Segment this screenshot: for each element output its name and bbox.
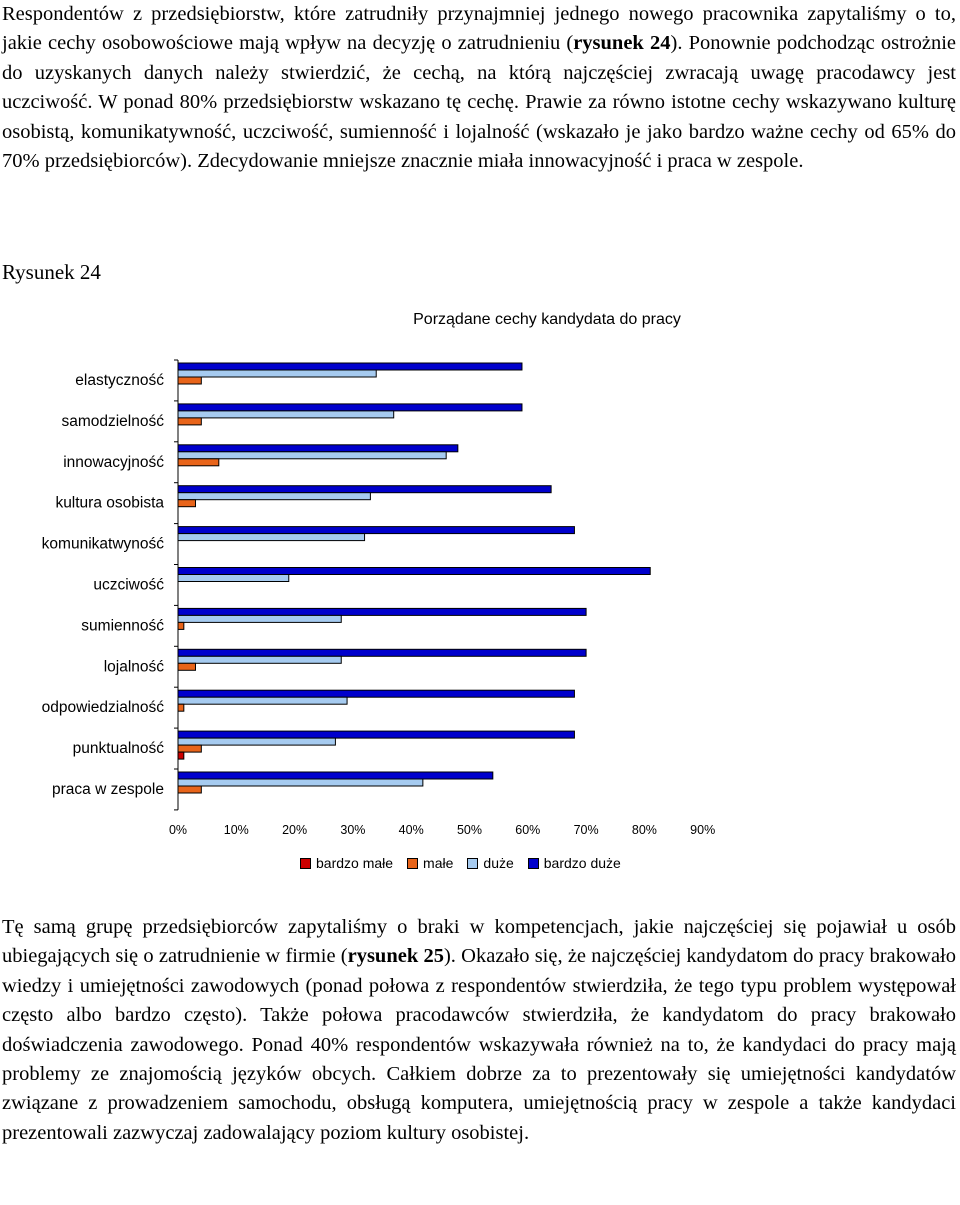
chart-legend <box>300 855 635 871</box>
bar-małe <box>178 622 184 629</box>
category-label: kultura osobista <box>55 494 164 512</box>
figure-label: Rysunek 24 <box>2 260 101 284</box>
category-label: praca w zespole <box>51 781 164 798</box>
bar-duże <box>178 615 341 622</box>
bar-duże <box>178 575 289 582</box>
conclusion-paragraph <box>2 913 956 1148</box>
bar-duże <box>178 738 335 745</box>
legend-label: bardzo małe <box>316 855 394 871</box>
x-tick-label: 60% <box>515 823 541 837</box>
bar-bardzo-duże <box>178 486 551 493</box>
category-label: punktualność <box>72 740 164 758</box>
bar-duże <box>178 370 376 377</box>
category-label: komunikatwyność <box>41 535 164 553</box>
category-label: innowacyjność <box>63 453 164 471</box>
x-tick-label: 20% <box>282 823 308 837</box>
category-label: uczciwość <box>93 576 164 594</box>
bar-duże <box>178 411 394 418</box>
legend-swatch <box>528 858 539 869</box>
bar-bardzo-duże <box>178 527 574 534</box>
conclusion-text-1: Tę samą grupę przedsiębiorców zapytaliśmy o braki w kompetencjach, jakie najczęściej się pojawiał u osób ubiegających się o zatrudnienie w firmie ( <box>2 916 956 968</box>
legend-swatch <box>300 858 311 869</box>
x-tick-label: 10% <box>223 823 249 837</box>
bar-duże <box>178 493 370 500</box>
x-tick-label: 0% <box>168 823 188 837</box>
bar-małe <box>178 500 195 507</box>
legend-swatch <box>467 858 478 869</box>
x-tick-label: 70% <box>573 823 599 837</box>
legend-item <box>467 855 513 871</box>
category-label: elastyczność <box>75 372 164 389</box>
intro-text-2: ). Ponownie podchodząc ostrożnie do uzyskanych danych należy stwierdzić, że cechą, na którą najczęściej zwracają uwagę pracodawcy jest uczciwość. W ponad 80% przedsiębiorstw wskazano tę cechę. Prawie za równo istotne cechy wskazywano kulturę osobistą, komunikatywność, uczciwość, sumienność i lojalność (wskazało je jako bardzo ważne cechy od 65% do 70% przedsiębiorców). Zdecydowanie mniejsze znacznie miała innowacyjność i praca w zespole. <box>2 32 956 173</box>
bar-małe <box>178 745 201 752</box>
category-label: odpowiedzialność <box>41 699 164 717</box>
legend-item <box>407 855 453 871</box>
x-tick-label: 80% <box>631 823 657 837</box>
legend-label: duże <box>483 855 514 871</box>
figure-reference-25: rysunek 25 <box>347 945 444 968</box>
legend-item <box>300 855 393 871</box>
category-label: lojalność <box>103 658 164 676</box>
x-tick-label: 50% <box>456 823 483 837</box>
bar-małe <box>178 459 219 466</box>
bar-bardzo-małe <box>178 752 184 759</box>
bar-bardzo-duże <box>178 772 493 779</box>
x-tick-label: 40% <box>398 823 424 837</box>
bar-małe <box>178 704 184 711</box>
bar-małe <box>178 377 201 384</box>
conclusion-text-2: ). Okazało się, że najczęściej kandydatom do pracy brakowało wiedzy i umiejętności zawodowych (ponad połowa z respondentów stwierdziła, że tego typu problem występował często albo bardzo często). Także połowa pracodawców stwierdziła, że kandydatom do pracy brakowało doświadczenia zawodowego. Ponad 40% respondentów wskazywała również na to, że kandydaci do pracy mają problemy ze znajomością języków obcych. Całkiem dobrze za to prezentowały się umiejętności kandydatów związane z prowadzeniem samochodu, obsługą komputera, umiejętnością pracy w zespole a także kandydaci prezentowali zazwyczaj zadowalający poziom kultury osobistej. <box>2 945 957 1144</box>
legend-swatch <box>407 858 418 869</box>
bar-małe <box>178 418 201 425</box>
bar-bardzo-duże <box>178 568 650 575</box>
bar-małe <box>178 663 195 670</box>
figure-reference-24: rysunek 24 <box>573 32 671 55</box>
x-tick-label: 30% <box>340 823 366 837</box>
category-label: samodzielność <box>61 412 164 430</box>
bar-duże <box>178 656 341 663</box>
bar-bardzo-duże <box>178 690 574 697</box>
bar-duże <box>178 697 347 704</box>
bar-duże <box>178 779 423 786</box>
bar-bardzo-duże <box>178 363 522 370</box>
bar-duże <box>178 452 446 459</box>
legend-label: bardzo duże <box>543 855 621 871</box>
legend-item <box>528 855 621 871</box>
legend-label: małe <box>423 855 454 871</box>
bar-bardzo-duże <box>178 404 522 411</box>
bar-duże <box>178 534 365 541</box>
bar-bardzo-duże <box>178 445 458 452</box>
bar-bardzo-duże <box>178 649 586 656</box>
bar-bardzo-duże <box>178 731 574 738</box>
intro-text-1: Respondentów z przedsiębiorstw, które zatrudniły przynajmniej jednego nowego pracownika zapytaliśmy o to, jakie cechy osobowościowe mają wpływ na decyzję o zatrudnieniu ( <box>2 3 956 55</box>
category-label: sumienność <box>81 617 164 635</box>
bar-małe <box>178 786 201 793</box>
x-tick-label: 90% <box>690 823 716 837</box>
bar-bardzo-duże <box>178 608 586 615</box>
chart-title: Porządane cechy kandydata do pracy <box>413 311 681 328</box>
